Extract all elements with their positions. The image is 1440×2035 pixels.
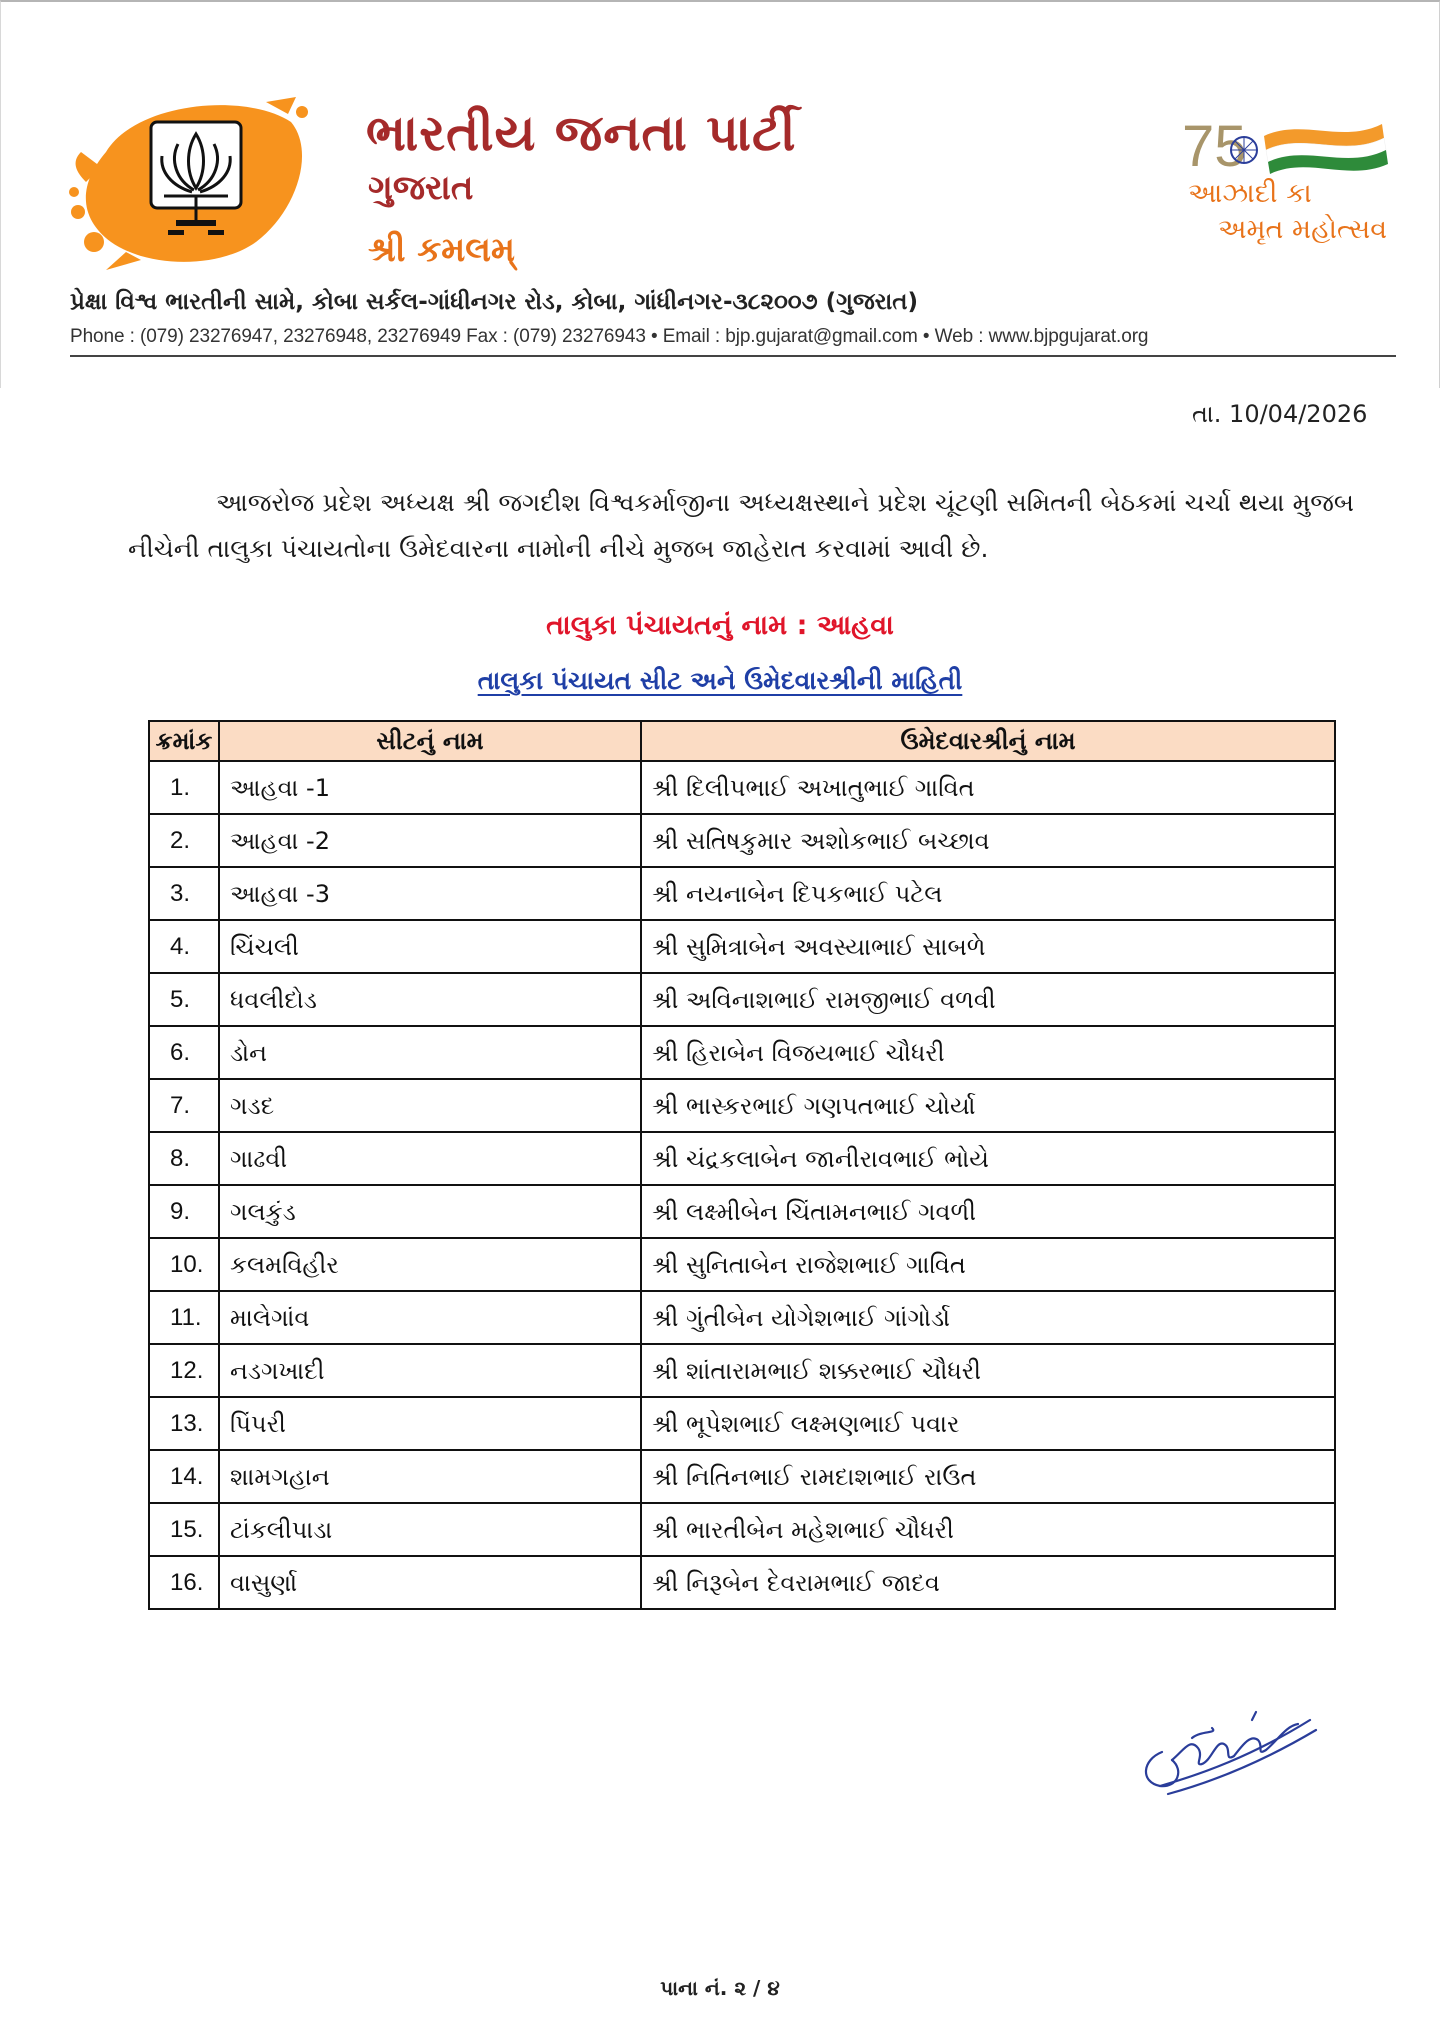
header-candidate: ઉમેદવારશ્રીનું નામ	[641, 721, 1335, 761]
row-candidate-name: શ્રી અવિનાશભાઈ રામજીભાઈ વળવી	[641, 973, 1335, 1026]
row-serial: 1.	[149, 761, 219, 814]
row-serial: 12.	[149, 1344, 219, 1397]
row-serial: 16.	[149, 1556, 219, 1609]
row-candidate-name: શ્રી ભાસ્કરભાઈ ગણપતભાઈ ચોર્યા	[641, 1079, 1335, 1132]
header-divider	[70, 355, 1396, 357]
row-candidate-name: શ્રી ચંદ્રકલાબેન જાનીરાવભાઈ ભોયે	[641, 1132, 1335, 1185]
contact-details: Phone : (079) 23276947, 23276948, 23276949 Fax : (079) 23276943 • Email : bjp.gujarat@gmail.com • Web : www.bjpgujarat.org	[70, 326, 1149, 347]
row-seat-name: ગડદ	[219, 1079, 641, 1132]
row-seat-name: આહવા -1	[219, 761, 641, 814]
amrit-line-2: અમૃત મહોત્સવ	[1218, 214, 1388, 245]
bjp-lotus-logo	[66, 92, 316, 272]
row-serial: 2.	[149, 814, 219, 867]
table-row	[149, 1291, 1335, 1344]
table-row	[149, 1397, 1335, 1450]
row-serial: 4.	[149, 920, 219, 973]
table-row	[149, 867, 1335, 920]
amrit-number: 75	[1182, 114, 1247, 179]
table-row	[149, 1026, 1335, 1079]
row-serial: 13.	[149, 1397, 219, 1450]
row-seat-name: ચિંચલી	[219, 920, 641, 973]
row-serial: 7.	[149, 1079, 219, 1132]
table-row	[149, 920, 1335, 973]
party-name: ભારતીય જનતા પાર્ટી	[366, 104, 797, 162]
row-seat-name: કલમવિહીર	[219, 1238, 641, 1291]
row-candidate-name: શ્રી સુમિત્રાબેન અવસ્યાભાઈ સાબળે	[641, 920, 1335, 973]
row-candidate-name: શ્રી સતિષકુમાર અશોકભાઈ બચ્છાવ	[641, 814, 1335, 867]
row-candidate-name: શ્રી ભારતીબેન મહેશભાઈ ચૌધરી	[641, 1503, 1335, 1556]
row-seat-name: ધવલીદોડ	[219, 973, 641, 1026]
row-seat-name: ડોન	[219, 1026, 641, 1079]
table-row	[149, 1185, 1335, 1238]
header-serial: ક્રમાંક	[149, 721, 219, 761]
row-seat-name: ગાઢવી	[219, 1132, 641, 1185]
row-seat-name: ટાંકલીપાડા	[219, 1503, 641, 1556]
announcement-paragraph: આજરોજ પ્રદેશ અધ્યક્ષ શ્રી જગદીશ વિશ્વકર્માજીના અધ્યક્ષસ્થાને પ્રદેશ ચૂંટણી સમિતની બેઠકમાં ચર્ચા થયા મુજબ નીચેની તાલુકા પંચાયતોના ઉમેદવારના નામોની નીચે મુજબ જાહેરાત કરવામાં આવી છે.	[128, 488, 1354, 563]
row-candidate-name: શ્રી સુનિતાબેન રાજેશભાઈ ગાવિત	[641, 1238, 1335, 1291]
office-address: પ્રેક્ષા વિશ્વ ભારતીની સામે, કોબા સર્કલ-ગાંધીનગર રોડ, કોબા, ગાંધીનગર-૩૮૨૦૦૭ (ગુજરાત)	[70, 289, 918, 315]
amrit-line-1: આઝાદી કા	[1188, 178, 1312, 209]
row-seat-name: ગલકુંડ	[219, 1185, 641, 1238]
row-candidate-name: શ્રી લક્ષ્મીબેન ચિંતામનભાઈ ગવળી	[641, 1185, 1335, 1238]
table-row	[149, 973, 1335, 1026]
table-row	[149, 761, 1335, 814]
row-serial: 6.	[149, 1026, 219, 1079]
row-serial: 14.	[149, 1450, 219, 1503]
table-row	[149, 1556, 1335, 1609]
party-office-name: શ્રી કમલમ્	[368, 230, 515, 270]
row-seat-name: માલેગાંવ	[219, 1291, 641, 1344]
page-number: પાના નં. ૨ / ૪	[660, 1976, 780, 2000]
table-row	[149, 1079, 1335, 1132]
row-seat-name: નડગખાદી	[219, 1344, 641, 1397]
amrit-mahotsav-badge	[1182, 110, 1412, 250]
table-row	[149, 1344, 1335, 1397]
row-serial: 15.	[149, 1503, 219, 1556]
row-serial: 5.	[149, 973, 219, 1026]
row-candidate-name: શ્રી ગુંતીબેન યોગેશભાઈ ગાંગોર્ડા	[641, 1291, 1335, 1344]
row-seat-name: વાસુર્ણા	[219, 1556, 641, 1609]
party-state: ગુજરાત	[368, 168, 474, 208]
header-seat: સીટનું નામ	[219, 721, 641, 761]
table-header-row	[149, 721, 1335, 761]
table-row	[149, 1132, 1335, 1185]
row-candidate-name: શ્રી હિરાબેન વિજયભાઈ ચૌધરી	[641, 1026, 1335, 1079]
row-candidate-name: શ્રી ભૂપેશભાઈ લક્ષ્મણભાઈ પવાર	[641, 1397, 1335, 1450]
row-seat-name: આહવા -3	[219, 867, 641, 920]
row-serial: 8.	[149, 1132, 219, 1185]
row-candidate-name: શ્રી નિરૂબેન દેવરામભાઈ જાદવ	[641, 1556, 1335, 1609]
row-seat-name: આહવા -2	[219, 814, 641, 867]
signature	[1132, 1690, 1322, 1800]
row-serial: 9.	[149, 1185, 219, 1238]
row-candidate-name: શ્રી દિલીપભાઈ અખાતુભાઈ ગાવિત	[641, 761, 1335, 814]
row-seat-name: પિંપરી	[219, 1397, 641, 1450]
table-row	[149, 1450, 1335, 1503]
row-serial: 11.	[149, 1291, 219, 1344]
row-candidate-name: શ્રી શાંતારામભાઈ શક્કરભાઈ ચૌધરી	[641, 1344, 1335, 1397]
candidate-table-body	[149, 761, 1335, 1609]
row-candidate-name: શ્રી નિતિનભાઈ રામદાશભાઈ રાઉત	[641, 1450, 1335, 1503]
row-candidate-name: શ્રી નયનાબેન દિપકભાઈ પટેલ	[641, 867, 1335, 920]
table-row	[149, 814, 1335, 867]
table-row	[149, 1503, 1335, 1556]
row-serial: 10.	[149, 1238, 219, 1291]
row-serial: 3.	[149, 867, 219, 920]
letter-date: તા. 10/04/2026	[1192, 400, 1368, 428]
table-row	[149, 1238, 1335, 1291]
table-caption: તાલુકા પંચાયત સીટ અને ઉમેદવારશ્રીની માહિતી	[477, 666, 963, 695]
candidate-table	[148, 720, 1336, 1610]
row-seat-name: શામગહાન	[219, 1450, 641, 1503]
taluka-title: તાલુકા પંચાયતનું નામ : આહવા	[546, 610, 894, 641]
